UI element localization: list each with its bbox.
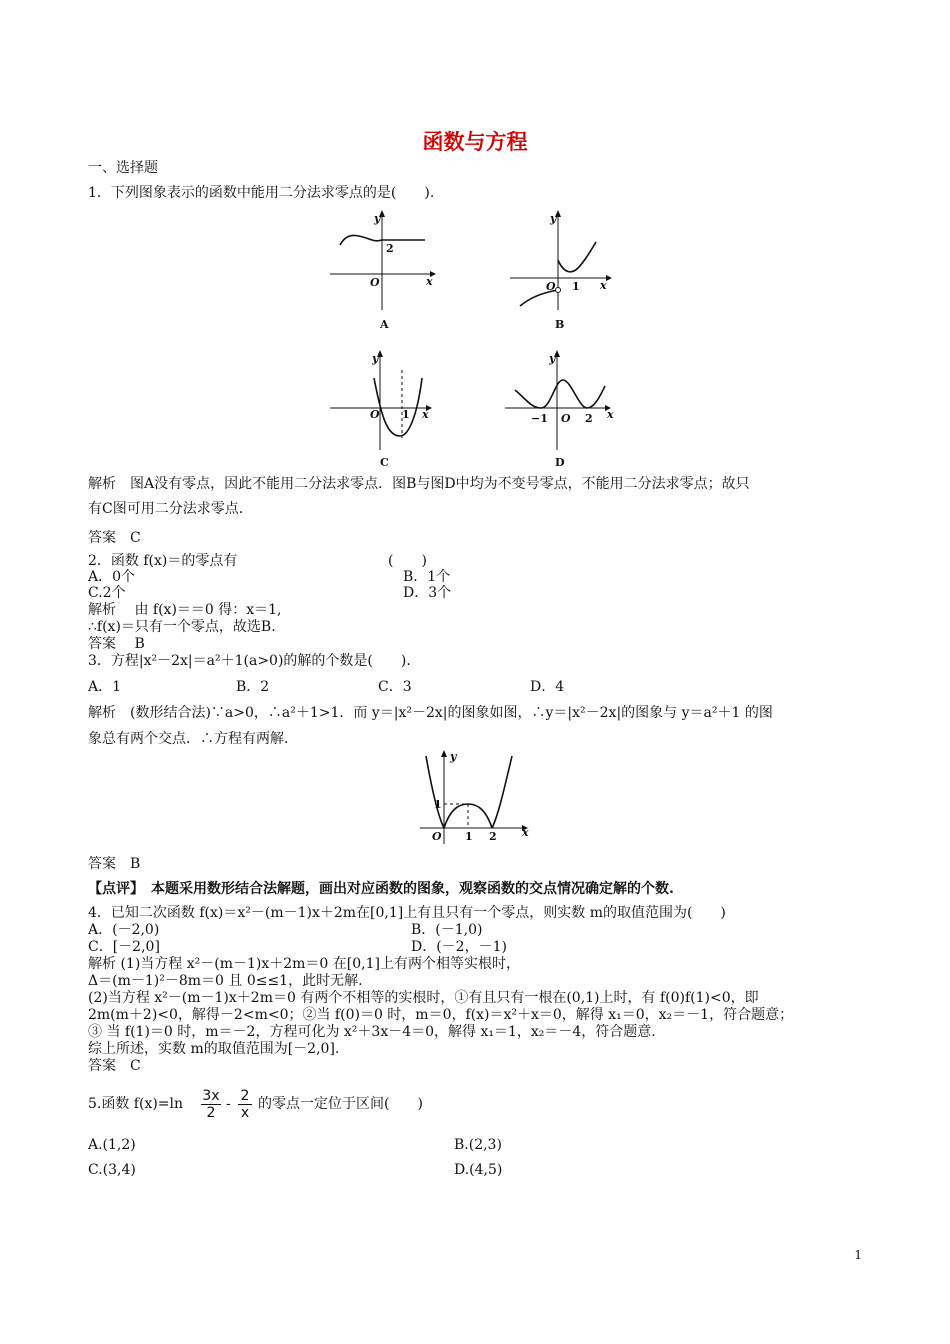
- q3-option-d: D．4: [530, 679, 565, 695]
- q3-answer: 答案 B: [88, 856, 141, 872]
- q1-analysis-2: 有C图可用二分法求零点．: [88, 501, 253, 517]
- q3-graph-tick-x2: 2: [489, 830, 497, 843]
- q3-analysis-1: 解析 (数形结合法)∵a>0，∴a²＋1>1．而 y＝|x²－2x|的图象如图，∴y＝|x²－2x|的图象与 y＝a²＋1 的图: [88, 705, 773, 721]
- q4-analysis-4: 2m(m＋2)<0，解得－2<m<0；②当 f(0)＝0 时，m＝0，f(x)＝x²＋x＝0，解得 x₁＝0，x₂＝－1，符合题意；: [88, 1007, 794, 1023]
- q4-analysis-2: Δ＝(m－1)²－8m＝0 且 0≤≤1，此时无解.: [88, 973, 363, 989]
- graph-b-tick: 1: [572, 280, 580, 293]
- q2-analysis-1: 解析 由 f(x)＝＝0 得：x＝1,: [88, 602, 282, 618]
- q5-fraction-2: [238, 1088, 252, 1121]
- q1-analysis-1: 解析 图A没有零点，因此不能用二分法求零点．图B与图D中均为不变号零点，不能用二分法求零点；故只: [88, 476, 750, 492]
- graph-a-origin: O: [370, 276, 380, 289]
- page-title: 函数与方程: [422, 130, 528, 154]
- graph-b-origin: O: [546, 280, 556, 293]
- q3-option-b: B．2: [236, 679, 270, 695]
- q2-option-b: B．1个: [403, 569, 451, 585]
- q4-analysis-1: 解析 (1)当方程 x²－(m－1)x＋2m＝0 在[0,1]上有两个相等实根时，: [88, 956, 520, 972]
- graph-b-y-label: y: [550, 212, 557, 225]
- q3-option-c: C．3: [378, 679, 412, 695]
- q3-analysis-2: 象总有两个交点．∴方程有两解．: [88, 731, 298, 747]
- graph-a-y-label: y: [374, 212, 381, 225]
- q2-stem: 2．函数 f(x)＝的零点有: [88, 553, 238, 569]
- q4-analysis-3: (2)当方程 x²－(m－1)x＋2m＝0 有两个不相等的实根时，①有且只有一根在(0,1)上时，有 f(0)f(1)<0，即: [88, 990, 759, 1006]
- graph-c-label: C: [380, 456, 389, 469]
- q2-analysis-2: ∴f(x)＝只有一个零点，故选B.: [88, 619, 276, 635]
- q3-graph-tick-x1: 1: [465, 830, 473, 843]
- q5-option-d: D.(4,5): [454, 1162, 503, 1178]
- q4-analysis-5: ③ 当 f(1)＝0 时，m＝－2，方程可化为 x²＋3x－4＝0，解得 x₁＝1，x₂＝－4，符合题意.: [88, 1024, 656, 1040]
- q1-stem: 1．下列图象表示的函数中能用二分法求零点的是( ).: [88, 185, 435, 201]
- graph-a-tick: 2: [386, 242, 394, 255]
- q4-option-b: B．(－1,0): [411, 922, 483, 938]
- graph-a: [330, 210, 440, 310]
- graph-c: [330, 350, 440, 450]
- q5-option-a: A.(1,2): [88, 1137, 136, 1153]
- q5-fraction-1-denominator: 2: [201, 1104, 221, 1121]
- graph-c-tick: 1: [402, 408, 410, 421]
- q5-stem-suffix: 的零点一定位于区间( ): [258, 1096, 423, 1112]
- graph-a-label: A: [380, 318, 389, 331]
- q5-fraction-1-numerator: 3x: [202, 1088, 220, 1104]
- q1-answer: 答案 C: [88, 530, 141, 546]
- q2-answer: 答案 B: [88, 636, 145, 652]
- graph-d-origin: O: [561, 412, 571, 425]
- q2-paren: ( ): [388, 553, 427, 569]
- q4-option-c: C．[－2,0]: [88, 939, 160, 955]
- q5-stem-prefix: 5.函数 f(x)=ln: [88, 1096, 184, 1112]
- q3-graph-y-label: y: [450, 750, 457, 763]
- q3-graph-x-label: x: [522, 826, 529, 839]
- q3-graph-tick-y1: 1: [434, 798, 442, 811]
- q4-answer: 答案 C: [88, 1058, 141, 1074]
- graph-b: [510, 210, 620, 310]
- section-heading: 一、选择题: [88, 160, 158, 176]
- page-number: 1: [854, 1248, 862, 1262]
- q2-option-a: A．0个: [88, 569, 136, 585]
- q4-analysis-6: 综上所述，实数 m的取值范围为[－2,0].: [88, 1041, 340, 1057]
- graph-d-tick-2: 2: [585, 412, 593, 425]
- q5-option-b: B.(2,3): [454, 1137, 502, 1153]
- q3-review: 【点评】 本题采用数形结合法解题，画出对应函数的图象，观察函数的交点情况确定解的个数.: [88, 881, 674, 897]
- q3-option-a: A．1: [88, 679, 122, 695]
- q3-graph: [420, 750, 540, 850]
- q4-stem: 4．已知二次函数 f(x)＝x²－(m－1)x＋2m在[0,1]上有且只有一个零点，则实数 m的取值范围为( ): [88, 905, 726, 921]
- q5-minus: -: [226, 1096, 231, 1112]
- q3-stem: 3．方程|x²－2x|＝a²＋1(a>0)的解的个数是( ).: [88, 653, 411, 669]
- q5-fraction-1: [201, 1088, 221, 1121]
- graph-d-tick-neg1: −1: [531, 412, 548, 425]
- graph-d-y-label: y: [549, 352, 556, 365]
- graph-d: [505, 350, 625, 450]
- graph-c-y-label: y: [372, 352, 379, 365]
- q5-fraction-2-numerator: 2: [240, 1088, 250, 1104]
- graph-b-label: B: [555, 318, 565, 331]
- graph-c-x-label: x: [422, 408, 429, 421]
- q5-fraction-2-denominator: x: [238, 1104, 252, 1121]
- graph-d-x-label: x: [607, 408, 614, 421]
- q4-option-a: A．(－2,0): [88, 922, 160, 938]
- graph-d-label: D: [555, 456, 565, 469]
- q5-option-c: C.(3,4): [88, 1162, 136, 1178]
- graph-a-x-label: x: [426, 275, 433, 288]
- graph-c-origin: O: [370, 408, 380, 421]
- q2-option-c: C.2个: [88, 585, 126, 601]
- graph-b-x-label: x: [600, 279, 607, 292]
- q2-option-d: D．3个: [403, 585, 452, 601]
- q3-graph-origin: O: [432, 830, 442, 843]
- q4-option-d: D．(－2，－1): [411, 939, 507, 955]
